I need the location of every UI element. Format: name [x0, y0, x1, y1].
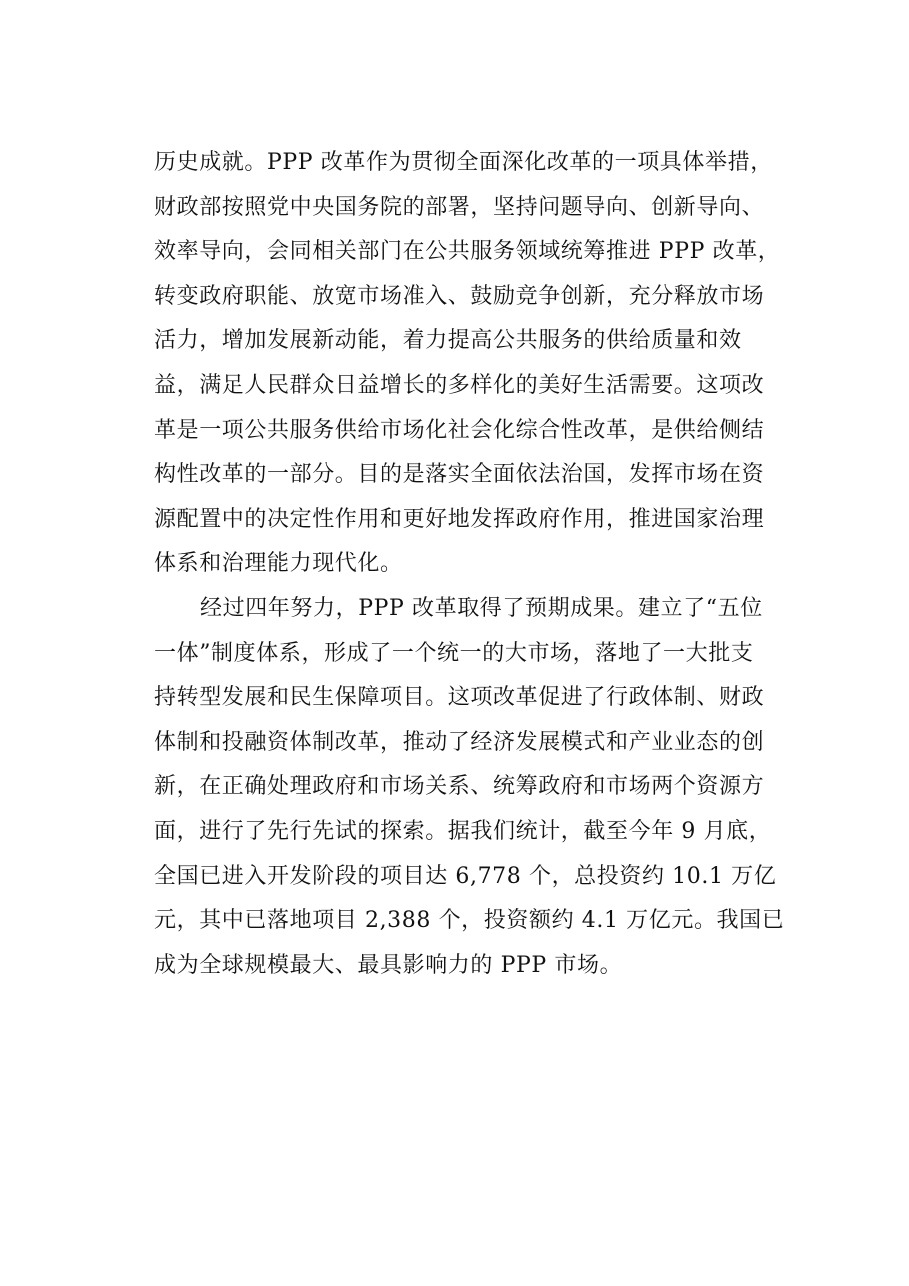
paragraph-line: 经过四年努力，PPP 改革取得了预期成果。建立了“五位	[200, 595, 763, 621]
paragraph-line: 构性改革的一部分。目的是落实全面依法治国，发挥市场在资	[154, 462, 765, 488]
paragraph-line: 体制和投融资体制改革，推动了经济发展模式和产业业态的创	[154, 729, 765, 755]
paragraph-line: 财政部按照党中央国务院的部署，坚持问题导向、创新导向、	[154, 194, 765, 220]
paragraph-line: 效率导向，会同相关部门在公共服务领域统筹推进 PPP 改革，	[154, 239, 781, 265]
paragraph-line: 体系和治理能力现代化。	[154, 551, 403, 577]
paragraph-2	[154, 587, 799, 988]
paragraph-line: 活力，增加发展新动能，着力提高公共服务的供给质量和效	[154, 328, 742, 354]
paragraph-line: 历史成就。PPP 改革作为贯彻全面深化改革的一项具体举措，	[154, 150, 773, 175]
paragraph-line: 革是一项公共服务供给市场化社会化综合性改革，是供给侧结	[154, 417, 765, 443]
paragraph-line: 全国已进入开发阶段的项目达 6,778 个，总投资约 10.1 万亿	[154, 863, 777, 889]
paragraph-line: 成为全球规模最大、最具影响力的 PPP 市场。	[154, 952, 623, 978]
paragraph-line: 一体”制度体系，形成了一个统一的大市场，落地了一大批支	[154, 640, 754, 666]
paragraph-line: 新，在正确处理政府和市场关系、统筹政府和市场两个资源方	[154, 774, 765, 800]
paragraph-1	[154, 141, 799, 587]
paragraph-line: 益，满足人民群众日益增长的多样化的美好生活需要。这项改	[154, 372, 765, 398]
paragraph-line: 源配置中的决定性作用和更好地发挥政府作用，推进国家治理	[154, 506, 765, 532]
paragraph-line: 转变政府职能、放宽市场准入、鼓励竞争创新，充分释放市场	[154, 283, 765, 309]
document-body	[154, 141, 799, 988]
paragraph-line: 面，进行了先行先试的探索。据我们统计，截至今年 9 月底，	[154, 818, 772, 844]
paragraph-line: 元，其中已落地项目 2,388 个，投资额约 4.1 万亿元。我国已	[154, 908, 785, 934]
paragraph-line: 持转型发展和民生保障项目。这项改革促进了行政体制、财政	[154, 685, 765, 711]
